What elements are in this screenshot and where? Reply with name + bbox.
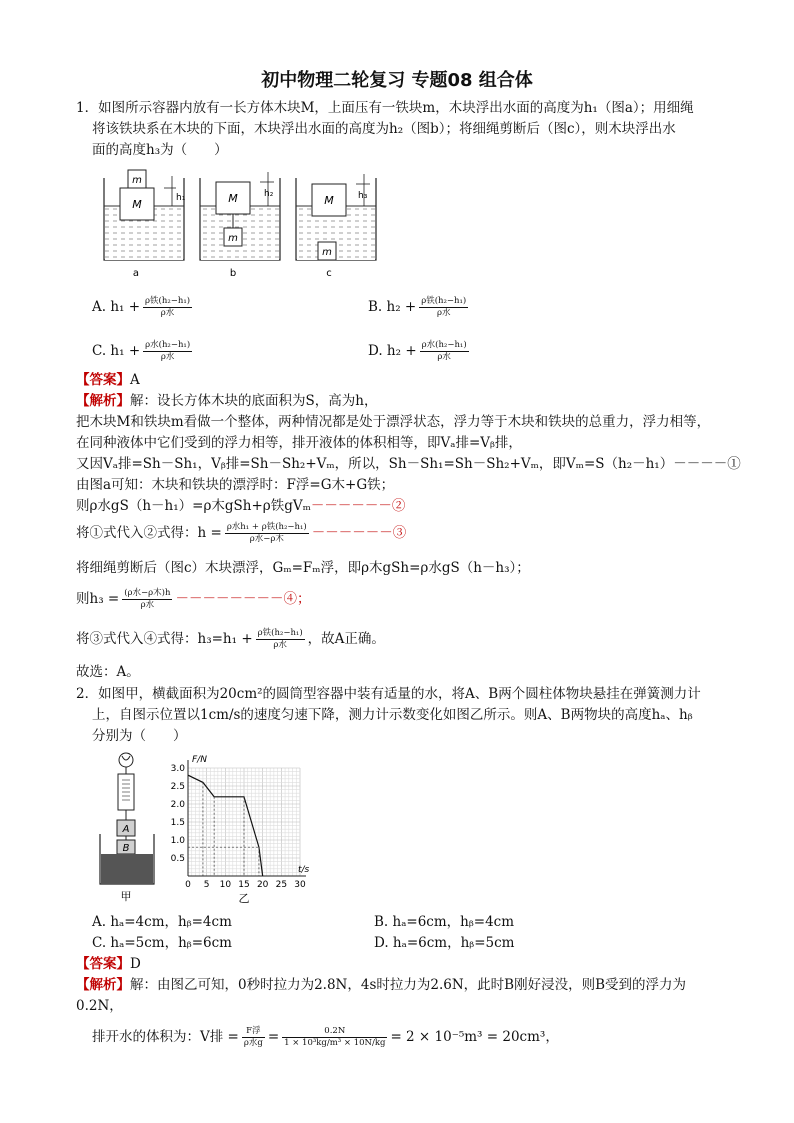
y-tick-label: 3.0 [170, 764, 185, 774]
label-h2: h₂ [264, 189, 274, 199]
chart-xlabel: t/s [298, 865, 310, 875]
q1-analysis-4: 又因Vₐ排=Sh－Sh₁，Vᵦ排=Sh－Sh₂+Vₘ，所以，Sh－Sh₁=Sh－Sh₂+Vₘ，即Vₘ=S（h₂－h₁）－－－－① [76, 456, 741, 472]
q1-option-b[interactable]: B. h₂ + $\frac{\text{ρ铁(h₂−h₁)}}{\text{ρ水}}$ [368, 296, 467, 318]
y-tick-label: 1.5 [170, 818, 185, 828]
label-M: M [324, 194, 334, 207]
q1-figure [96, 164, 396, 280]
q1-option-d[interactable]: D. h₂ + $\frac{\text{ρ水(h₂−h₁)}}{\text{ρ水}}$ [368, 340, 467, 362]
q1-analysis-9: 则h₃ = $\frac{\text{(ρ水−ρ木)h}}{\text{ρ水}}$ －－－－－－－－④； [76, 588, 311, 610]
label-jia: 甲 [120, 890, 132, 903]
label-B: B [122, 843, 130, 854]
q1-figure-a [104, 170, 186, 279]
q1-option-c[interactable]: C. h₁ + $\frac{\text{ρ水(h₂−h₁)}}{\text{ρ水}}$ [92, 340, 191, 362]
q2-analysis-2: 0.2N， [76, 998, 123, 1014]
q2-analysis-1: 【解析】解：由图乙可知，0秒时拉力为2.8N，4s时拉力为2.6N，此时B刚好浸没，则B受到的浮力为 [76, 977, 687, 993]
q2-stem-line1: 2．如图甲，横截面积为20cm²的圆筒型容器中装有适量的水，将A、B两个圆柱体物块悬挂在弹簧测力计 [76, 686, 701, 702]
y-tick-label: 1.0 [170, 836, 185, 846]
chart-ylabel: F/N [192, 755, 207, 765]
q2-option-a[interactable]: A. hₐ=4cm，hᵦ=4cm [92, 914, 232, 930]
chart-ticks [171, 764, 306, 890]
label-m: m [132, 175, 142, 186]
q2-chart-yi [164, 752, 324, 908]
label-h1: h₁ [176, 193, 186, 203]
label-m: m [322, 247, 332, 258]
q1-analysis-10: 将③式代入④式得：h₃=h₁ + $\frac{\text{ρ铁(h₂−h₁)}}{\text{ρ水}}$ ，故A正确。 [76, 628, 385, 650]
q1-analysis-2: 把木块M和铁块m看做一个整体，两种情况都是处于漂浮状态，浮力等于木块和铁块的总重力，浮力相等， [76, 414, 711, 430]
q2-option-b[interactable]: B. hₐ=6cm，hᵦ=4cm [374, 914, 515, 930]
label-a: a [132, 268, 140, 279]
q1-answer: 【答案】A [76, 372, 140, 388]
label-h3: h₃ [358, 191, 368, 201]
q2-analysis-3: 排开水的体积为：V排 = $\frac{\text{F浮}}{\text{ρ水g}}$ = $\frac{0.2N}{\text{1 × 10³kg/m³ × 10N/kg}}$ = 2 × 10⁻⁵m³ = 20cm³， [92, 1026, 559, 1048]
x-tick-label: 20 [256, 880, 269, 890]
q2-option-d[interactable]: D. hₐ=6cm，hᵦ=5cm [374, 935, 515, 951]
label-yi: 乙 [238, 892, 250, 905]
q1-figure-b [200, 172, 280, 279]
label-c: c [326, 268, 332, 279]
q1-option-a[interactable]: A. h₁ + $\frac{\text{ρ铁(h₂−h₁)}}{\text{ρ水}}$ [92, 296, 191, 318]
q1-stem-line2: 将该铁块系在木块的下面，木块浮出水面的高度为h₂（图b）；将细绳剪断后（图c），则木块浮出水 [92, 121, 676, 137]
label-M: M [228, 192, 238, 205]
q2-stem-line2: 上，自图示位置以1cm/s的速度匀速下降，测力计示数变化如图乙所示。则A、B两物块的高度hₐ、hᵦ [92, 707, 693, 723]
y-tick-label: 0.5 [170, 854, 185, 864]
q1-analysis-8: 将细绳剪断后（图c）木块漂浮，Gₘ=Fₘ浮，即ρ木gSh=ρ水gS（h－h₃）； [76, 560, 530, 576]
label-m: m [228, 233, 238, 244]
q1-analysis-3: 在同种液体中它们受到的浮力相等，排开液体的体积相等，即Vₐ排=Vᵦ排， [76, 435, 522, 451]
q1-analysis-7: 将①式代入②式得：h = $\frac{\text{ρ水h₁ + ρ铁(h₂−h₁)}}{\text{ρ水−ρ木}}$ －－－－－－③ [76, 522, 407, 544]
q1-analysis-1: 【解析】解：设长方体木块的底面积为S，高为h， [76, 393, 378, 409]
q2-option-c[interactable]: C. hₐ=5cm，hᵦ=6cm [92, 935, 232, 951]
label-b: b [229, 268, 237, 279]
q1-analysis-6: 则ρ水gS（h－h₁）=ρ木gSh+ρ铁gVₘ－－－－－－② [76, 498, 406, 514]
x-tick-label: 25 [275, 880, 288, 890]
q1-analysis-5: 由图a可知：木块和铁块的漂浮时：F浮=G木+G铁； [76, 477, 395, 493]
y-tick-label: 2.0 [170, 800, 185, 810]
q1-analysis-11: 故选：A。 [76, 664, 140, 680]
x-tick-label: 10 [219, 880, 232, 890]
q1-stem-line3: 面的高度h₃为（ ） [92, 142, 228, 158]
label-M: M [132, 198, 142, 211]
x-tick-label: 5 [203, 880, 210, 890]
q2-figure-jia [96, 750, 162, 906]
page-title: 初中物理二轮复习 专题08 组合体 [261, 70, 533, 91]
x-tick-label: 15 [238, 880, 250, 890]
water [101, 854, 153, 884]
q1-stem-line1: 1．如图所示容器内放有一长方体木块M，上面压有一铁块m，木块浮出水面的高度为h₁（图a）；用细绳 [76, 100, 694, 116]
y-tick-label: 2.5 [170, 782, 185, 792]
x-tick-label: 30 [294, 880, 306, 890]
x-tick-label: 0 [185, 880, 191, 890]
label-A: A [122, 824, 130, 835]
q1-figure-c [296, 174, 376, 279]
chart-axes [188, 760, 306, 876]
q2-stem-line3: 分别为（ ） [92, 728, 187, 744]
q2-answer: 【答案】D [76, 956, 141, 972]
